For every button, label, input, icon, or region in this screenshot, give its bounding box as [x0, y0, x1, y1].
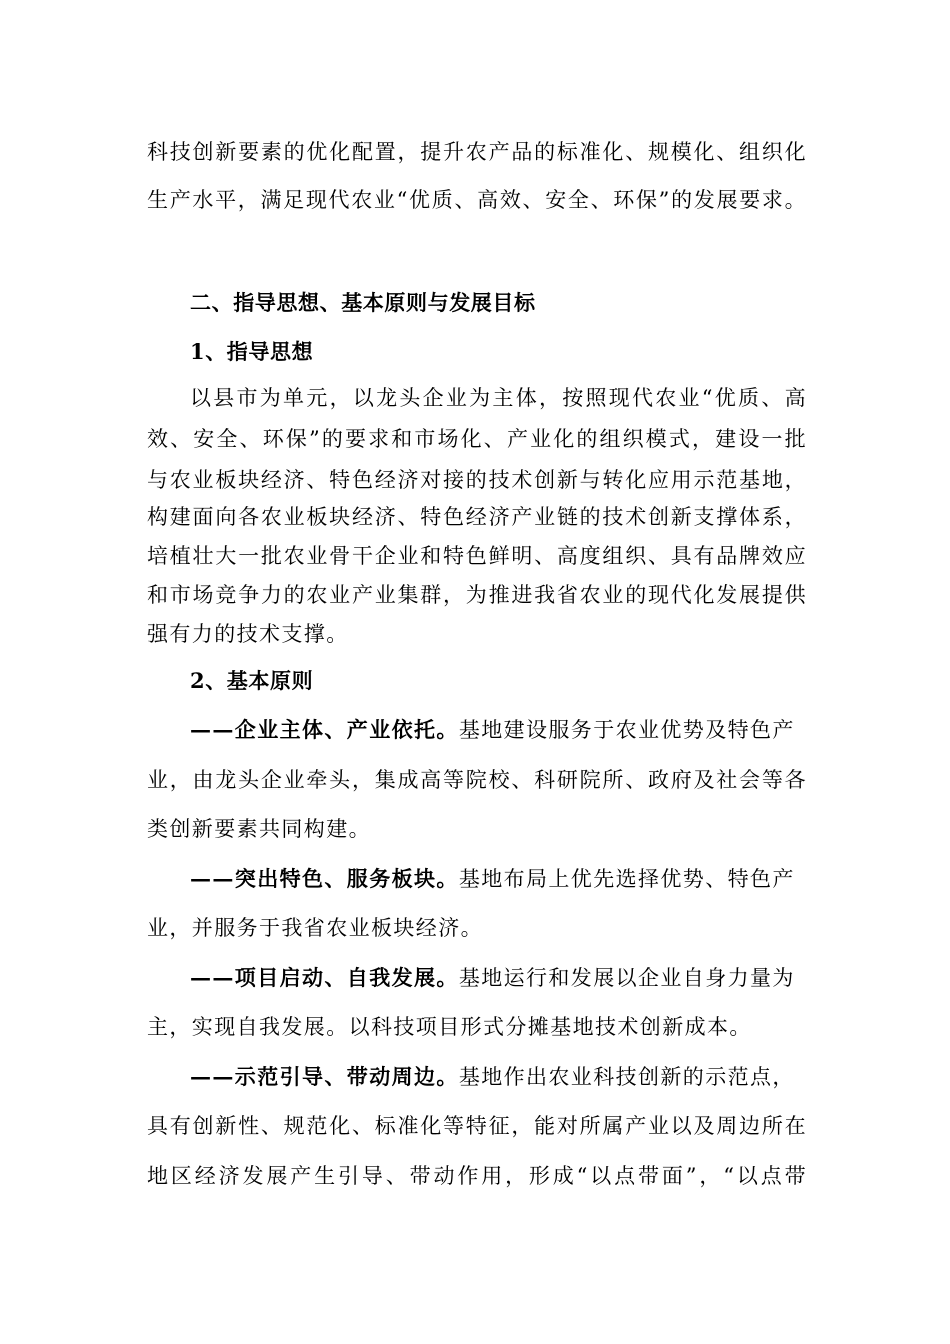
principle-text: 基地作出农业科技创新的示范点，: [458, 1065, 795, 1089]
principle-text: 基地运行和发展以企业自身力量为: [458, 966, 795, 990]
paragraph-line: 类创新要素共同构建。: [147, 817, 371, 841]
principle-3-first-line: [190, 964, 807, 992]
principle-title: ——示范引导、带动周边。: [190, 1064, 459, 1089]
intro-line-1: 科技创新要素的优化配置，提升农产品的标准化、规模化、组织化: [147, 140, 807, 164]
paragraph-line: 业，由龙头企业牵头，集成高等院校、科研院所、政府及社会等各: [147, 768, 807, 792]
paragraph-line: 具有创新性、规范化、标准化等特征，能对所属产业以及周边所在: [147, 1114, 807, 1138]
intro-line-2: 生产水平，满足现代农业“优质、高效、安全、环保”的发展要求。: [147, 188, 807, 212]
sub-heading-guiding-ideology: 1、指导思想: [190, 339, 314, 364]
section-heading: 二、指导思想、基本原则与发展目标: [190, 290, 536, 315]
principle-2-first-line: [190, 865, 807, 893]
paragraph-line: 效、安全、环保”的要求和市场化、产业化的组织模式，建设一批: [147, 427, 807, 451]
principle-text: 基地布局上优先选择优势、特色产: [458, 867, 795, 891]
paragraph-line: 以县市为单元，以龙头企业为主体，按照现代农业“优质、高: [190, 386, 807, 410]
paragraph-line: 和市场竞争力的农业产业集群，为推进我省农业的现代化发展提供: [147, 583, 807, 607]
principle-title: ——项目启动、自我发展。: [190, 965, 459, 990]
principle-title: ——突出特色、服务板块。: [190, 866, 459, 891]
principle-1-first-line: [190, 716, 807, 744]
sub-heading-basic-principles: 2、基本原则: [190, 668, 314, 693]
paragraph-line: 培植壮大一批农业骨干企业和特色鲜明、高度组织、具有品牌效应: [147, 544, 807, 568]
paragraph-line: 构建面向各农业板块经济、特色经济产业链的技术创新支撑体系，: [147, 505, 807, 529]
paragraph-line: 主，实现自我发展。以科技项目形式分摊基地技术创新成本。: [147, 1015, 752, 1039]
paragraph-line: 与农业板块经济、特色经济对接的技术创新与转化应用示范基地，: [147, 468, 807, 492]
paragraph-line: 地区经济发展产生引导、带动作用，形成“以点带面”，“以点带: [147, 1164, 807, 1188]
paragraph-line: 强有力的技术支撑。: [147, 622, 349, 646]
principle-text: 基地建设服务于农业优势及特色产: [458, 718, 795, 742]
principle-4-first-line: [190, 1063, 807, 1091]
principle-title: ——企业主体、产业依托。: [190, 717, 459, 742]
paragraph-line: 业，并服务于我省农业板块经济。: [147, 916, 483, 940]
